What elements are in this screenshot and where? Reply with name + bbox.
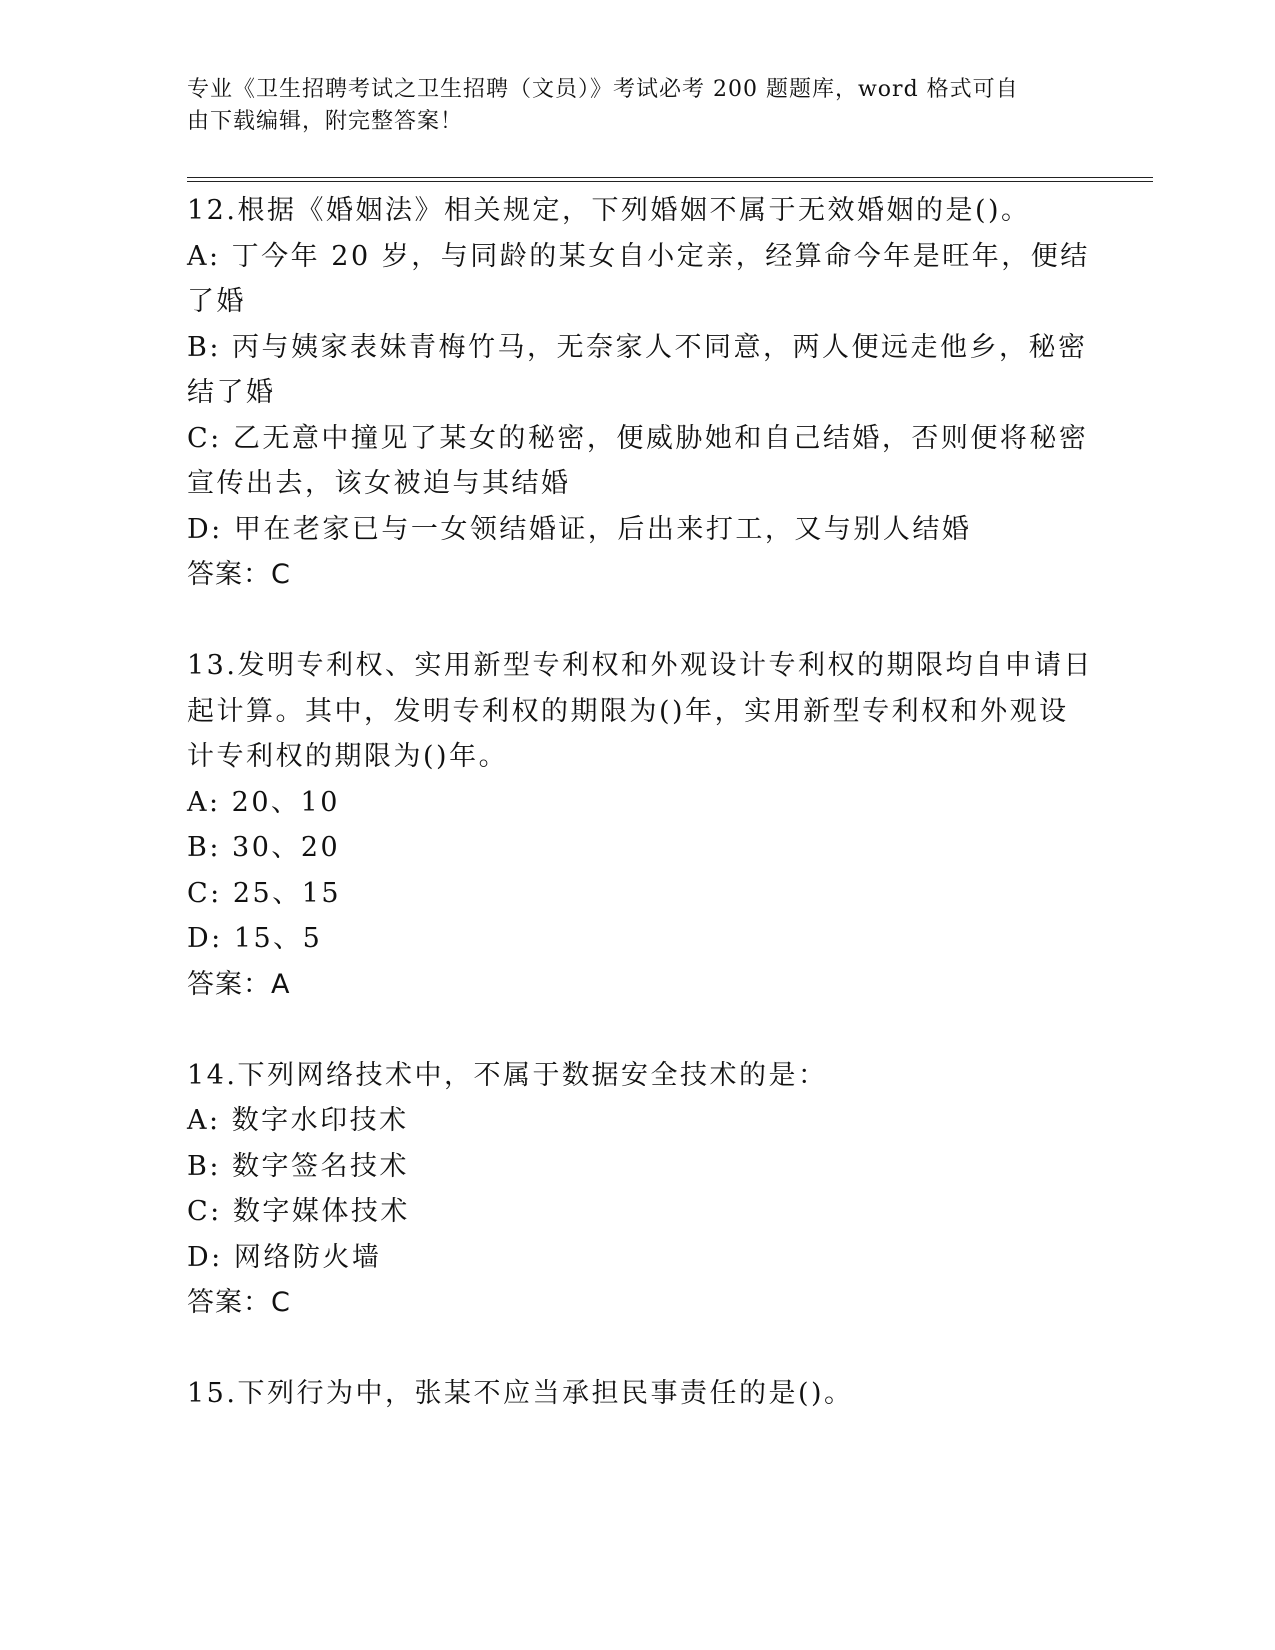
header-line-2: 由下载编辑，附完整答案！ [187,109,464,134]
option-c-line-2: 宣传出去，该女被迫与其结婚 [187,468,571,499]
header-divider-top [187,177,1153,178]
option-d: D: 甲在老家已与一女领结婚证，后出来打工，又与别人结婚 [187,513,972,545]
question-stem: 15.下列行为中，张某不应当承担民事责任的是()。 [187,1378,854,1409]
option-c: C: 25、15 [187,877,342,909]
question-stem-line-1: 13.发明专利权、实用新型专利权和外观设计专利权的期限均自申请日 [187,650,1093,681]
answer-label: 答案：C [187,1287,291,1318]
option-a: A: 20、10 [187,786,340,818]
answer-label: 答案：C [187,559,291,590]
question-stem: 12.根据《婚姻法》相关规定，下列婚姻不属于无效婚姻的是()。 [187,195,1031,226]
spacer [187,598,1087,644]
option-d: D: 网络防火墙 [187,1241,382,1273]
option-a-line-1: A: 丁今年 20 岁，与同龄的某女自小定亲，经算命今年是旺年，便结 [187,240,1090,272]
question-stem-line-3: 计专利权的期限为()年。 [187,741,509,772]
question-list [187,188,1093,1417]
option-d: D: 15、5 [187,923,323,954]
option-b: B: 数字签名技术 [187,1150,410,1182]
option-a-line-2: 了婚 [187,286,246,317]
spacer [187,1326,1087,1372]
option-c-line-1: C: 乙无意中撞见了某女的秘密，便威胁她和自己结婚，否则便将秘密 [187,422,1089,454]
question-13 [187,643,1093,1007]
question-12 [187,188,1090,598]
answer-label: 答案：A [187,968,291,1000]
option-b-line-2: 结了婚 [187,377,276,408]
header-line-1: 专业《卫生招聘考试之卫生招聘（文员）》考试必考 200 题题库，word 格式可自 [187,77,1019,102]
option-b-line-1: B: 丙与姨家表妹青梅竹马，无奈家人不同意，两人便远走他乡，秘密 [187,331,1088,363]
question-stem: 14.下列网络技术中，不属于数据安全技术的是： [187,1059,828,1091]
question-15 [187,1371,1087,1417]
option-c: C: 数字媒体技术 [187,1196,410,1227]
option-a: A: 数字水印技术 [187,1105,409,1136]
spacer [187,1007,1087,1053]
header-divider-bottom [187,181,1153,182]
question-stem-line-2: 起计算。其中，发明专利权的期限为()年，实用新型专利权和外观设 [187,695,1069,727]
option-b: B: 30、20 [187,832,341,863]
document-header [187,74,1067,138]
question-14 [187,1053,1087,1326]
